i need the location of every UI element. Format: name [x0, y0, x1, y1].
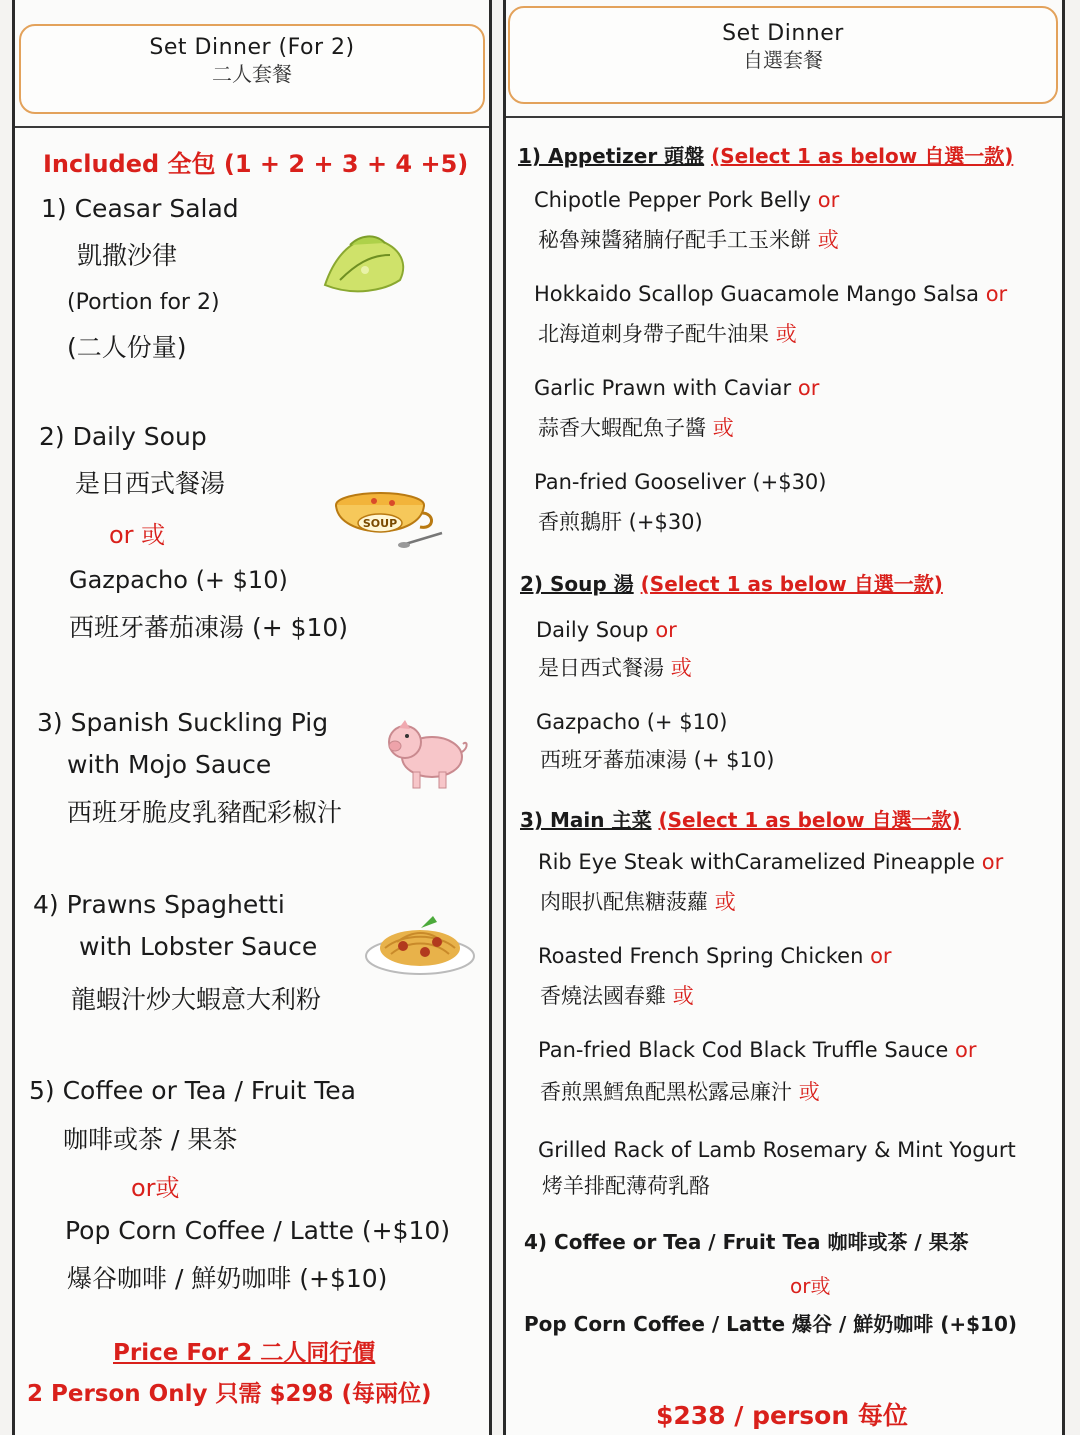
course-4-line1: 4) Prawns Spaghetti	[33, 890, 285, 919]
spaghetti-icon	[363, 908, 478, 980]
main-1-zh: 肉眼扒配焦糖菠蘿	[540, 890, 708, 914]
left-header-subtitle: 二人套餐	[212, 61, 292, 86]
or-en: or	[655, 618, 677, 642]
or-zh: 或	[817, 228, 839, 252]
main-select: (Select 1 as below 自選一款)	[658, 808, 961, 832]
soup-2-en: Gazpacho (+ $10)	[536, 710, 728, 734]
appetizer-4-zh: 香煎鵝肝 (+$30)	[538, 510, 703, 534]
main-heading: 3) Main 主菜	[520, 808, 652, 832]
course-3-line1: 3) Spanish Suckling Pig	[37, 708, 329, 737]
course-2-zh: 是日西式餐湯	[75, 469, 226, 498]
right-header-subtitle: 自選套餐	[743, 47, 823, 72]
appetizer-item-3	[534, 376, 819, 400]
salad-icon	[315, 225, 415, 300]
soup-1-en: Daily Soup	[536, 618, 649, 642]
main-2-en: Roasted French Spring Chicken	[538, 944, 864, 968]
beverage-alt: Pop Corn Coffee / Latte 爆谷 / 鮮奶咖啡 (+$10)	[524, 1312, 1018, 1336]
course-1-zh: 凱撒沙律	[77, 241, 178, 270]
course-5-or: or或	[131, 1174, 180, 1202]
course-5-alt-zh: 爆谷咖啡 / 鮮奶咖啡 (+$10)	[67, 1264, 388, 1293]
appetizer-heading: 1) Appetizer 頭盤	[518, 144, 705, 168]
main-section-heading	[520, 804, 961, 833]
course-2-alt: Gazpacho (+ $10)	[69, 566, 288, 594]
appetizer-item-1-zh	[538, 224, 839, 254]
or-zh: 或	[712, 416, 734, 440]
soup-item-1-zh	[538, 652, 692, 682]
main-3-zh: 香煎黑鱈魚配黑松露忌廉汁	[540, 1080, 792, 1104]
course-1-portion: (Portion for 2)	[67, 290, 220, 315]
appetizer-item-3-zh	[538, 412, 734, 442]
appetizer-2-zh: 北海道刺身帶子配牛油果	[538, 322, 769, 346]
beverage-or: or或	[790, 1274, 831, 1298]
or-zh: 或	[775, 322, 797, 346]
soup-item-1	[536, 618, 677, 642]
appetizer-select: (Select 1 as below 自選一款)	[711, 144, 1014, 168]
course-3-line2: with Mojo Sauce	[67, 750, 272, 779]
appetizer-item-1	[534, 188, 839, 212]
main-item-1	[538, 850, 1003, 874]
course-2-title: 2) Daily Soup	[39, 422, 207, 451]
appetizer-1-zh: 秘魯辣醬豬腩仔配手工玉米餅	[538, 228, 811, 252]
course-5-title: 5) Coffee or Tea / Fruit Tea	[29, 1076, 356, 1105]
or-zh: 或	[798, 1080, 820, 1104]
appetizer-item-2	[534, 282, 1007, 306]
main-item-2	[538, 944, 892, 968]
or-zh: 或	[672, 984, 694, 1008]
soup-section-heading	[520, 568, 943, 597]
left-price-label: Price For 2 二人同行價	[113, 1340, 376, 1366]
right-header	[508, 6, 1058, 104]
appetizer-section-heading	[518, 140, 1013, 169]
beverage-section-heading: 4) Coffee or Tea / Fruit Tea 咖啡或茶 / 果茶	[524, 1230, 969, 1254]
set-dinner-for-2-panel	[12, 0, 492, 1435]
soup-icon-label: SOUP	[362, 517, 398, 530]
main-4-en: Grilled Rack of Lamb Rosemary & Mint Yogurt	[538, 1138, 1016, 1162]
right-header-title: Set Dinner	[722, 21, 844, 46]
appetizer-1-en: Chipotle Pepper Pork Belly	[534, 188, 812, 212]
main-1-en: Rib Eye Steak withCaramelized Pineapple	[538, 850, 976, 874]
course-4-line2: with Lobster Sauce	[79, 932, 318, 961]
soup-bowl-icon	[330, 485, 445, 557]
course-5-zh: 咖啡或茶 / 果茶	[63, 1125, 238, 1154]
main-item-3-zh	[540, 1076, 820, 1106]
appetizer-3-en: Garlic Prawn with Caviar	[534, 376, 792, 400]
or-zh: 或	[670, 656, 692, 680]
or-en: or	[955, 1038, 977, 1062]
course-1-title: 1) Ceasar Salad	[41, 194, 239, 223]
course-5-alt: Pop Corn Coffee / Latte (+$10)	[65, 1216, 451, 1245]
appetizer-4-en: Pan-fried Gooseliver (+$30)	[534, 470, 827, 494]
soup-2-zh: 西班牙蕃茄凍湯 (+ $10)	[540, 748, 775, 772]
course-4-zh: 龍蝦汁炒大蝦意大利粉	[71, 985, 322, 1014]
or-en: or	[870, 944, 892, 968]
appetizer-item-2-zh	[538, 318, 797, 348]
main-4-zh: 烤羊排配薄荷乳酪	[542, 1174, 710, 1198]
appetizer-3-zh: 蒜香大蝦配魚子醬	[538, 416, 706, 440]
main-item-2-zh	[540, 980, 694, 1010]
or-en: or	[981, 850, 1004, 874]
course-2-or: or 或	[109, 521, 166, 549]
course-1-portion-zh: (二人份量)	[67, 333, 187, 362]
left-divider	[15, 126, 489, 128]
main-item-3	[538, 1038, 977, 1062]
or-en: or	[985, 282, 1008, 306]
left-header	[19, 24, 485, 114]
or-zh: 或	[714, 890, 736, 914]
or-en: or	[797, 376, 820, 400]
right-divider	[506, 116, 1062, 118]
appetizer-2-en: Hokkaido Scallop Guacamole Mango Salsa	[534, 282, 980, 306]
pig-icon	[377, 712, 472, 794]
left-price: 2 Person Only 只需 $298 (每兩位)	[27, 1381, 432, 1407]
course-2-alt-zh: 西班牙蕃茄凍湯 (+ $10)	[69, 613, 349, 642]
soup-select: (Select 1 as below 自選一款)	[640, 572, 943, 596]
set-dinner-custom-panel	[503, 0, 1065, 1435]
course-3-zh: 西班牙脆皮乳豬配彩椒汁	[67, 798, 343, 827]
or-en: or	[817, 188, 840, 212]
main-item-1-zh	[540, 886, 736, 916]
soup-1-zh: 是日西式餐湯	[538, 656, 664, 680]
included-label: Included 全包 (1 + 2 + 3 + 4 +5)	[43, 150, 469, 178]
main-3-en: Pan-fried Black Cod Black Truffle Sauce	[538, 1038, 949, 1062]
right-price: $238 / person 每位	[656, 1401, 908, 1430]
soup-heading: 2) Soup 湯	[520, 572, 634, 596]
main-2-zh: 香燒法國春雞	[540, 984, 666, 1008]
left-header-title: Set Dinner (For 2)	[149, 35, 355, 60]
